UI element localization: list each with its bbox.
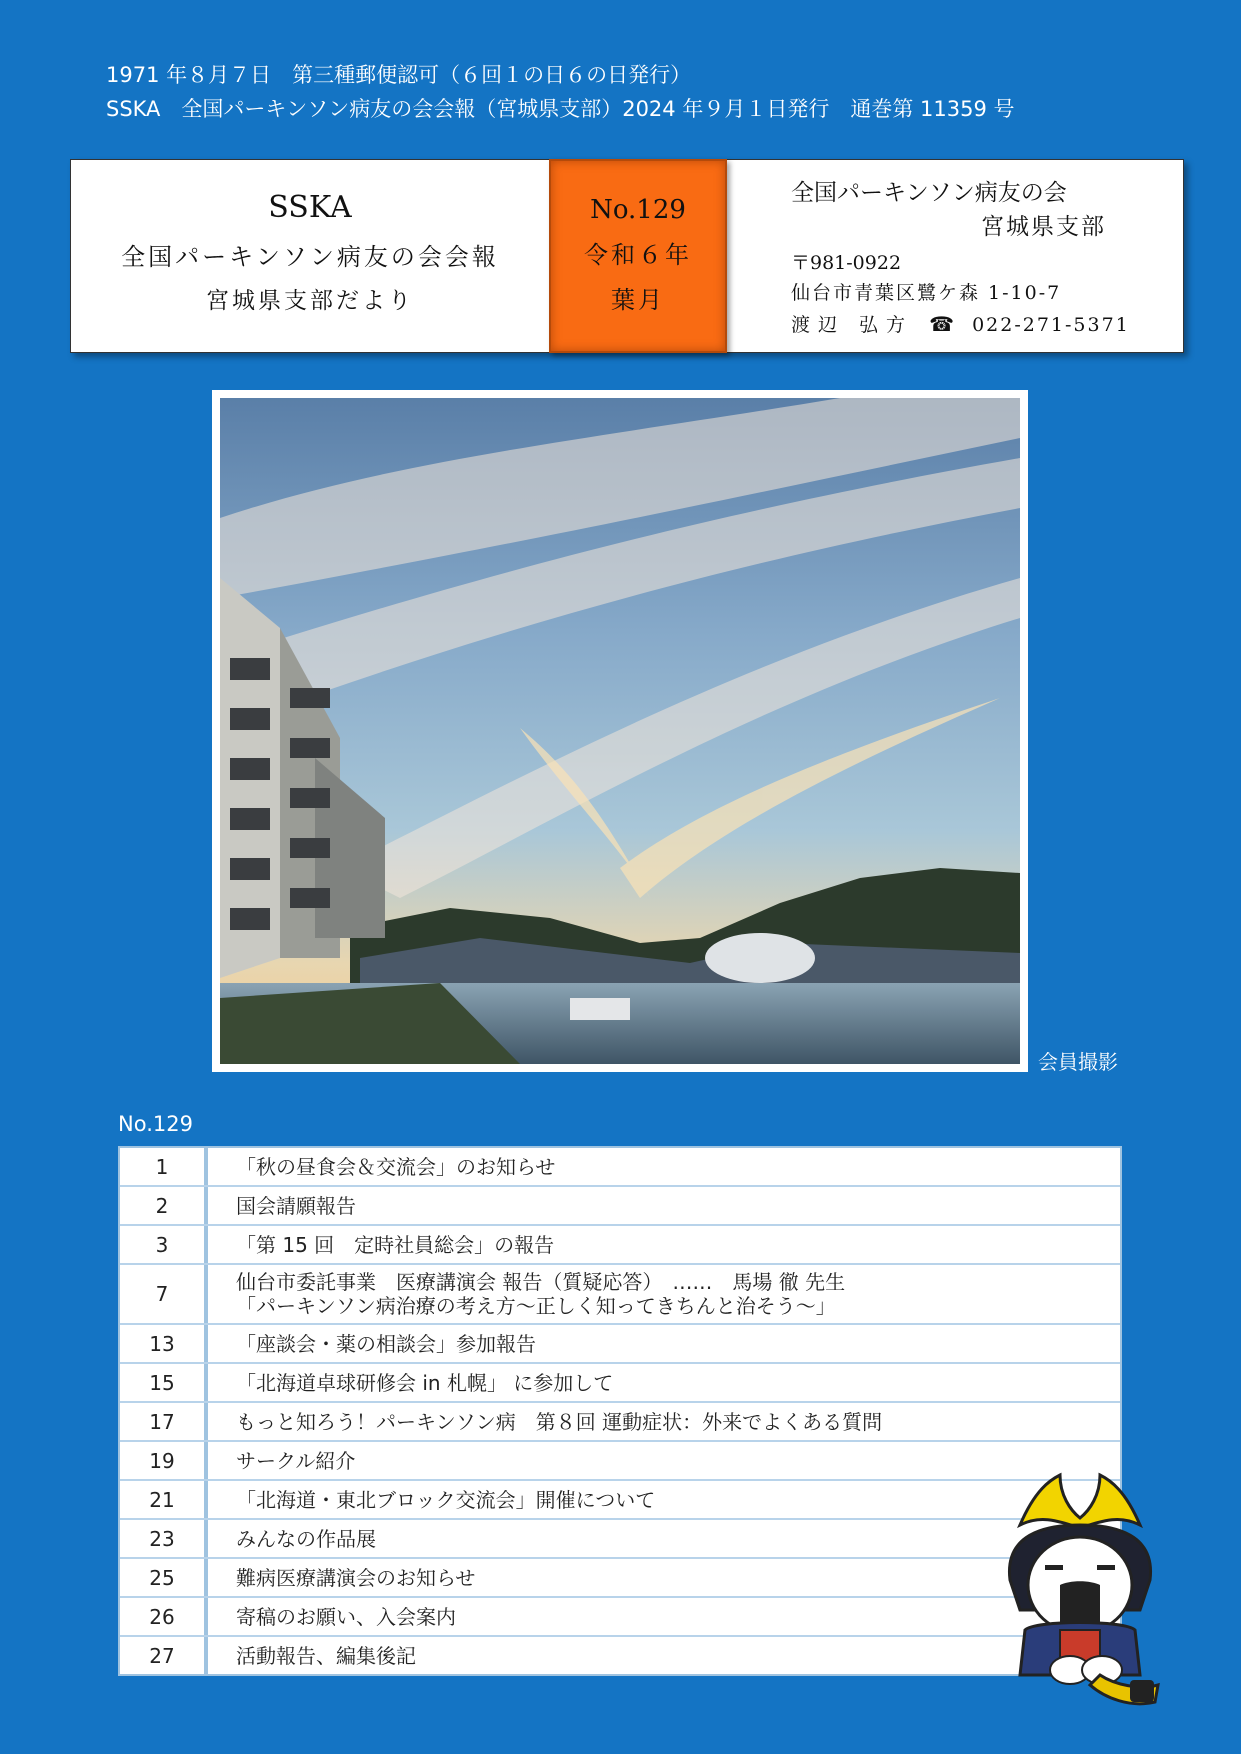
toc-title: サークル紹介 (236, 1448, 356, 1473)
toc-page: 2 (120, 1187, 208, 1224)
publisher-contact (791, 310, 1130, 337)
toc-title: みんなの作品展 (236, 1526, 376, 1551)
table-row[interactable] (120, 1226, 1120, 1265)
toc-page: 1 (120, 1148, 208, 1185)
table-row[interactable] (120, 1520, 1120, 1559)
publisher-org-line2: 宮城県支部 (981, 214, 1106, 240)
masthead-subtitle: 宮城県支部だより (206, 288, 414, 314)
toc-title: 「北海道卓球研修会 in 札幌」 に参加して (236, 1370, 614, 1395)
publisher-zip: 〒981-0922 (791, 252, 902, 274)
issue-number: No.129 (590, 195, 686, 225)
table-row[interactable] (120, 1481, 1120, 1520)
table-of-contents (118, 1146, 1122, 1676)
table-row[interactable] (120, 1598, 1120, 1637)
table-row[interactable] (120, 1265, 1120, 1325)
toc-page: 23 (120, 1520, 208, 1557)
toc-title: 「北海道・東北ブロック交流会」開催について (236, 1487, 656, 1512)
masthead (70, 159, 1184, 353)
cover-photo (212, 390, 1028, 1072)
publisher-contact-name: 渡辺 弘方 (791, 314, 914, 336)
toc-page: 27 (120, 1637, 208, 1674)
samurai-mascot-icon (990, 1470, 1170, 1710)
publisher-phone: 022-271-5371 (972, 314, 1130, 336)
toc-page: 26 (120, 1598, 208, 1635)
toc-page: 25 (120, 1559, 208, 1596)
toc-title: 「座談会・薬の相談会」参加報告 (236, 1331, 536, 1356)
toc-title: もっと知ろう！パーキンソン病 第８回 運動症状：外来でよくある質問 (236, 1409, 883, 1434)
toc-title-line2: 「パーキンソン病治療の考え方～正しく知ってきちんと治そう～」 (236, 1294, 836, 1318)
publisher-org-line1: 全国パーキンソン病友の会 (791, 180, 1067, 206)
table-row[interactable] (120, 1325, 1120, 1364)
toc-page: 3 (120, 1226, 208, 1263)
issue-month: 葉月 (611, 286, 665, 314)
toc-title: 「第 15 回 定時社員総会」の報告 (236, 1232, 555, 1257)
publisher-block (731, 160, 1181, 352)
postal-line-1: 1971 年８月７日 第三種郵便認可（６回１の日６の日発行） (106, 63, 692, 87)
table-row[interactable] (120, 1403, 1120, 1442)
table-row[interactable] (120, 1442, 1120, 1481)
toc-title: 寄稿のお願い、入会案内 (236, 1604, 456, 1629)
toc-title: 活動報告、編集後記 (236, 1643, 416, 1668)
sunset-sky-photo (220, 398, 1020, 1064)
table-row[interactable] (120, 1637, 1120, 1674)
issue-box (549, 159, 727, 353)
postal-info (106, 58, 1015, 126)
publisher-address: 仙台市青葉区鷺ケ森 1-10-7 (791, 282, 1062, 304)
toc-title: 難病医療講演会のお知らせ (236, 1565, 476, 1590)
table-row[interactable] (120, 1559, 1120, 1598)
masthead-title-en: SSKA (268, 190, 352, 225)
toc-page: 21 (120, 1481, 208, 1518)
table-row[interactable] (120, 1187, 1120, 1226)
toc-page: 19 (120, 1442, 208, 1479)
toc-title-line1: 仙台市委託事業 医療講演会 報告（質疑応答） ‥‥‥ 馬場 徹 先生 (236, 1270, 846, 1294)
photo-caption: 会員撮影 (1038, 1050, 1118, 1074)
masthead-title-block (71, 160, 549, 352)
table-row[interactable] (120, 1364, 1120, 1403)
toc-title: 国会請願報告 (236, 1193, 356, 1218)
toc-page: 15 (120, 1364, 208, 1401)
toc-page: 7 (120, 1265, 208, 1323)
toc-title: 「秋の昼食会＆交流会」のお知らせ (236, 1154, 556, 1179)
toc-page: 13 (120, 1325, 208, 1362)
masthead-title-jp: 全国パーキンソン病友の会会報 (121, 243, 499, 271)
telephone-icon: ☎ (929, 312, 957, 336)
toc-label: No.129 (118, 1112, 193, 1136)
issue-era: 令和６年 (584, 241, 692, 269)
toc-title (208, 1270, 845, 1318)
table-row[interactable] (120, 1148, 1120, 1187)
toc-page: 17 (120, 1403, 208, 1440)
postal-line-2: SSKA 全国パーキンソン病友の会会報（宮城県支部）2024 年９月１日発行 通巻第 11359 号 (106, 97, 1015, 121)
